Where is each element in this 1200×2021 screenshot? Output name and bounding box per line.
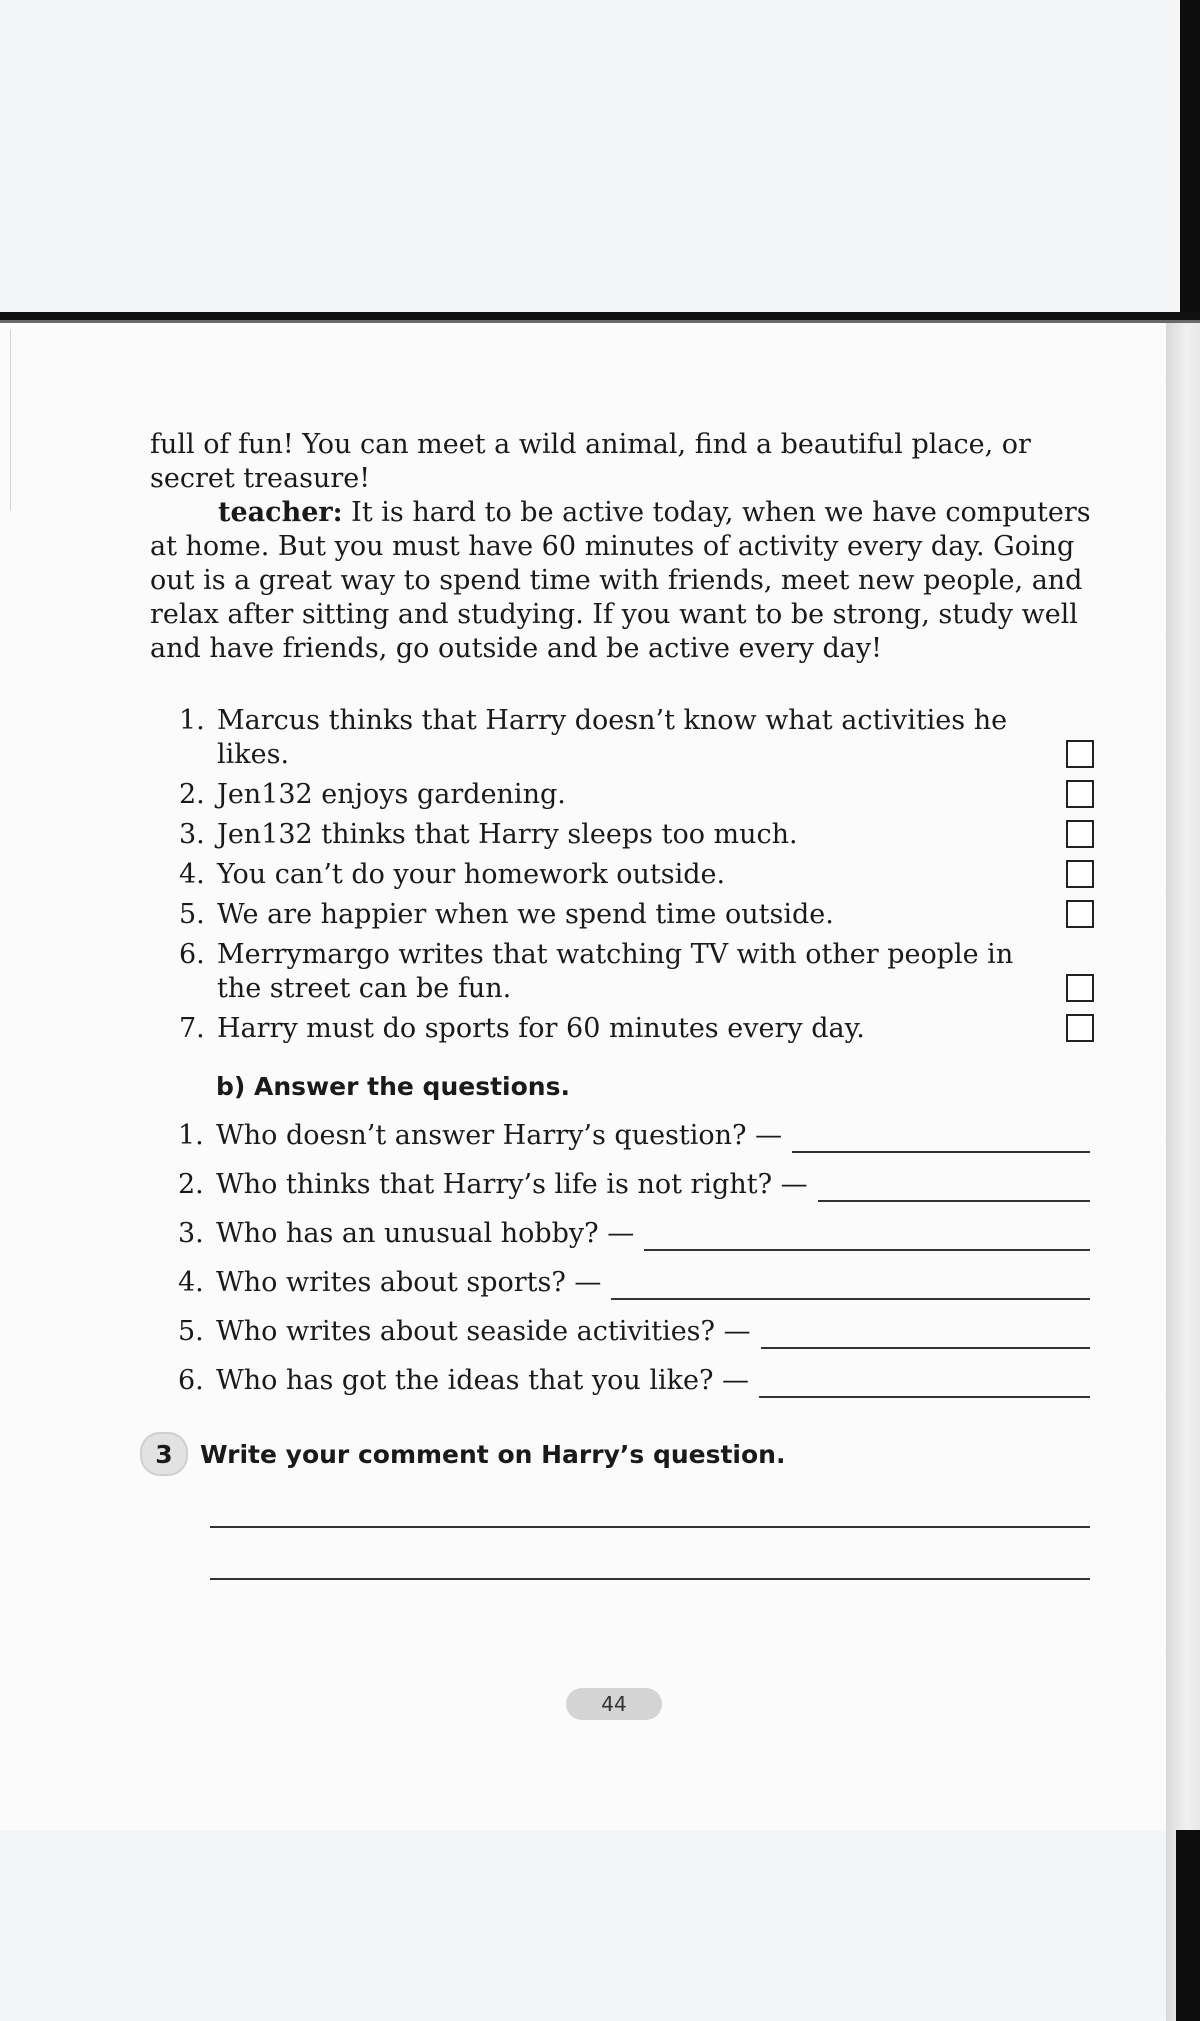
list-item: 1. Who doesn’t answer Harry’s question? — — [150, 1119, 1100, 1153]
question-list — [150, 1119, 1100, 1398]
comment-line-2[interactable] — [210, 1528, 1090, 1580]
answer-checkbox[interactable] — [1066, 1014, 1094, 1042]
exercise-3-header — [140, 1432, 1100, 1476]
answer-line[interactable] — [792, 1127, 1090, 1153]
page-top-rule — [0, 312, 1200, 320]
exercise-3-title: Write your comment on Harry’s question. — [200, 1439, 786, 1469]
answer-checkbox[interactable] — [1066, 860, 1094, 888]
list-item: 2. Who thinks that Harry’s life is not right? — — [150, 1168, 1100, 1202]
answer-line[interactable] — [818, 1176, 1090, 1202]
list-item: 4. Who writes about sports? — — [150, 1266, 1100, 1300]
true-false-list — [150, 704, 1100, 1046]
list-item: 4. You can’t do your homework outside. — [150, 858, 1100, 892]
list-item: 3. Who has an unusual hobby? — — [150, 1217, 1100, 1251]
list-item: 2. Jen132 enjoys gardening. — [150, 778, 1100, 812]
answer-line[interactable] — [644, 1225, 1090, 1251]
scan-edge-bottom-right — [1176, 1830, 1200, 2021]
list-item: 6. Merrymargo writes that watching TV with other people in the street can be fun. — [150, 938, 1100, 1006]
list-item: 6. Who has got the ideas that you like? — — [150, 1364, 1100, 1398]
paragraph-continuation: full of fun! You can meet a wild animal, find a beautiful place, or secret treasure! — [150, 429, 1031, 494]
exercise-number-badge: 3 — [140, 1432, 188, 1476]
answer-checkbox[interactable] — [1066, 740, 1094, 768]
answer-checkbox[interactable] — [1066, 900, 1094, 928]
list-item: 3. Jen132 thinks that Harry sleeps too much. — [150, 818, 1100, 852]
list-item: 7. Harry must do sports for 60 minutes every day. — [150, 1012, 1100, 1046]
list-item: 5. We are happier when we spend time outside. — [150, 898, 1100, 932]
answer-checkbox[interactable] — [1066, 780, 1094, 808]
page-number: 44 — [566, 1688, 662, 1720]
paragraph-teacher — [150, 496, 1100, 666]
answer-line[interactable] — [759, 1372, 1090, 1398]
page-fold-line — [10, 330, 11, 510]
speaker-label: teacher: — [218, 497, 343, 528]
page-content — [150, 428, 1100, 1580]
list-item: 1. Marcus thinks that Harry doesn’t know what activities he likes. — [150, 704, 1100, 772]
answer-checkbox[interactable] — [1066, 974, 1094, 1002]
answer-line[interactable] — [761, 1323, 1090, 1349]
teacher-text: It is hard to be active today, when we have computers at home. But you must have 60 minutes of activity every day. Going out is a great way to spend time with friends, meet new people, and relax after sitting and studying. If you want to be strong, study well and have friends, go outside and be active every day! — [150, 497, 1091, 664]
answer-checkbox[interactable] — [1066, 820, 1094, 848]
comment-line-1[interactable] — [210, 1476, 1090, 1528]
scan-edge-top-right — [1180, 0, 1200, 330]
answer-line[interactable] — [611, 1274, 1090, 1300]
list-item: 5. Who writes about seaside activities? — — [150, 1315, 1100, 1349]
scan-edge-right — [1166, 323, 1200, 2021]
section-b-title: b) Answer the questions. — [216, 1072, 570, 1101]
